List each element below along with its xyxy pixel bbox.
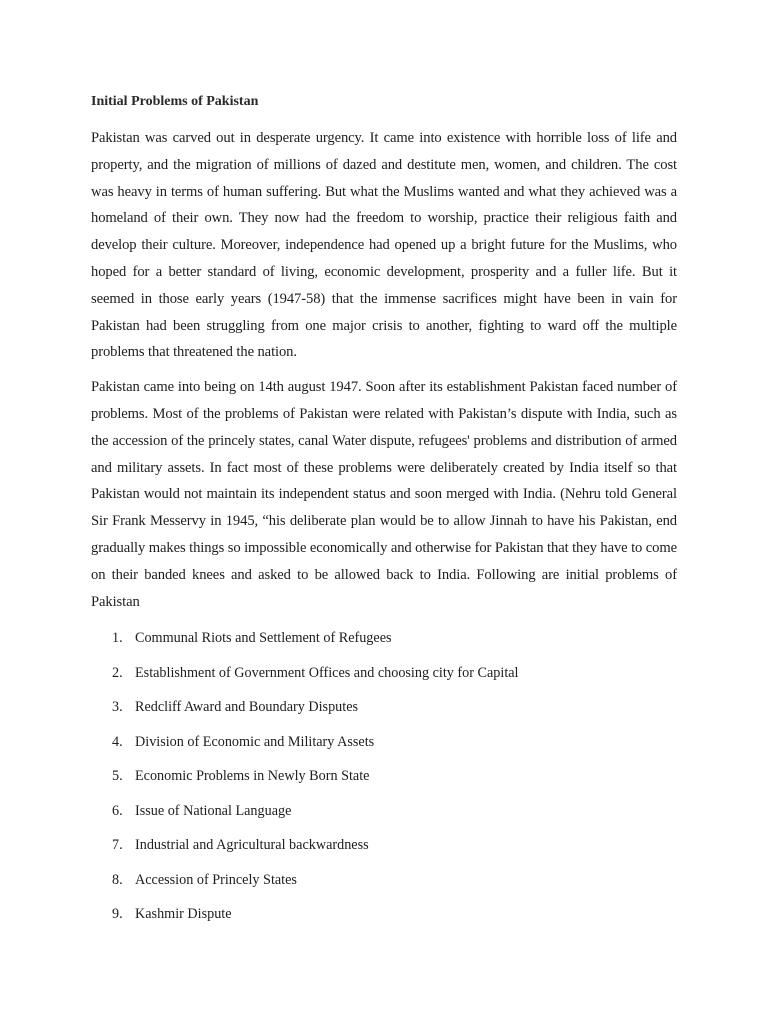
list-item-text: Economic Problems in Newly Born State xyxy=(135,768,370,785)
list-number: 8. xyxy=(112,871,123,888)
list-number: 1. xyxy=(112,630,123,647)
list-item xyxy=(91,627,677,649)
list-number: 9. xyxy=(112,906,123,923)
list-item-text: Issue of National Language xyxy=(135,802,292,819)
list-item-text: Establishment of Government Offices and choosing city for Capital xyxy=(135,664,519,681)
list-number: 2. xyxy=(112,664,123,681)
list-item-text: Communal Riots and Settlement of Refugees xyxy=(135,630,392,647)
list-item-text: Accession of Princely States xyxy=(135,871,297,888)
paragraph-intro: Pakistan was carved out in desperate urgency. It came into existence with horrible loss of life and property, and the migration of millions of dazed and destitute men, women, and children. The cost was heavy in terms of human suffering. But what the Muslims wanted and what they achieved was a homeland of their own. They now had the freedom to worship, practice their religious faith and develop their culture. Moreover, independence had opened up a bright future for the Muslims, who hoped for a better standard of living, economic development, prosperity and a fuller life. But it seemed in those early years (1947-58) that the immense sacrifices might have been in vain for Pakistan had been struggling from one major crisis to another, fighting to ward off the multiple problems that threatened the nation. xyxy=(91,130,677,361)
page-title: Initial Problems of Pakistan xyxy=(91,94,259,109)
list-item xyxy=(91,662,677,684)
list-number: 7. xyxy=(112,837,123,854)
list-number: 5. xyxy=(112,768,123,785)
list-item xyxy=(91,869,677,891)
list-item-text: Division of Economic and Military Assets xyxy=(135,733,375,750)
list-item-text: Industrial and Agricultural backwardness xyxy=(135,837,369,854)
list-number: 6. xyxy=(112,802,123,819)
list-item-text: Redcliff Award and Boundary Disputes xyxy=(135,699,359,716)
document-page xyxy=(91,91,677,938)
list-item xyxy=(91,903,677,925)
list-item xyxy=(91,731,677,753)
list-number: 3. xyxy=(112,699,123,716)
list-item xyxy=(91,765,677,787)
paragraph-background: Pakistan came into being on 14th august 1947. Soon after its establishment Pakistan faced number of problems. Most of the problems of Pakistan were related with Pakistan’s dispute with India, such as the accession of the princely states, canal Water dispute, refugees' problems and distribution of armed and military assets. In fact most of these problems were deliberately created by India itself so that Pakistan would not maintain its independent status and soon merged with India. (Nehru told General Sir Frank Messervy in 1945, “his deliberate plan would be to allow Jinnah to have his Pakistan, end gradually makes things so impossible economically and otherwise for Pakistan that they have to come on their banded knees and asked to be allowed back to India. Following are initial problems of Pakistan xyxy=(91,379,677,610)
list-item xyxy=(91,834,677,856)
list-item xyxy=(91,696,677,718)
problems-list xyxy=(91,627,677,925)
list-item-text: Kashmir Dispute xyxy=(135,906,232,923)
list-item xyxy=(91,800,677,822)
list-number: 4. xyxy=(112,733,123,750)
